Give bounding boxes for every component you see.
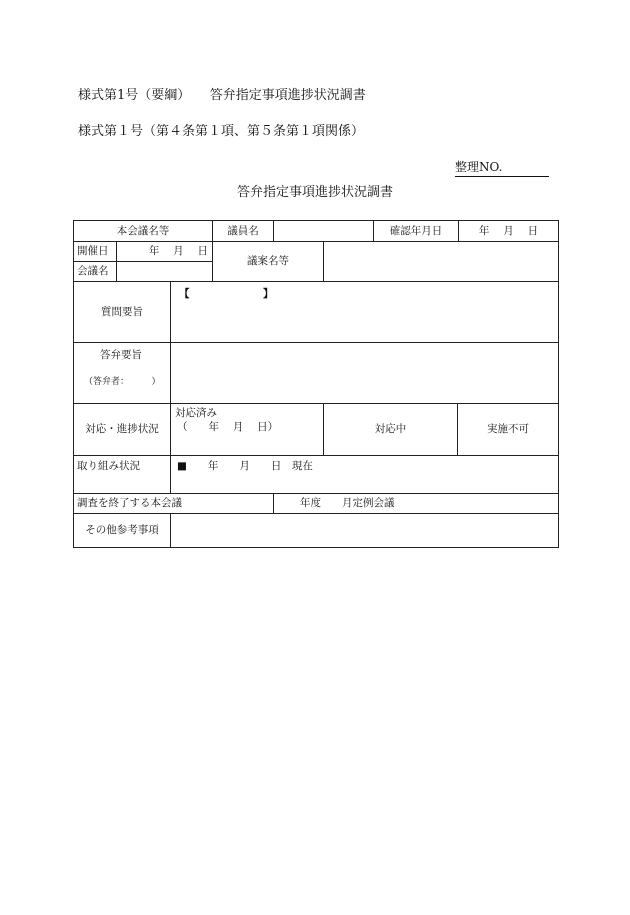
other-references-field [171, 514, 558, 547]
form-name-label: 答弁指定事項進捗状況調書 [209, 88, 366, 103]
meeting-name-header: 本会議名等 [74, 221, 213, 242]
meeting-name-field [117, 262, 213, 282]
document-title: 答弁指定事項進捗状況調書 [236, 185, 393, 200]
reference-number-field: 整理NO. [455, 158, 549, 177]
closing-meeting-field: 年度 月定例会議 [274, 494, 558, 514]
question-bracket-open: 【 [179, 288, 190, 300]
form-number-line-1 [78, 84, 366, 103]
bill-name-field [324, 242, 558, 282]
meeting-date-header: 開催日 [74, 242, 117, 262]
answer-summary-header [74, 343, 171, 404]
question-bracket-close: 】 [263, 288, 274, 300]
progress-date-field: ■ 年 月 日 現在 [171, 456, 558, 494]
other-references-header: その他参考事項 [74, 514, 171, 547]
answer-summary-label: 答弁要旨 [100, 349, 142, 361]
progress-header: 取り組み状況 [74, 456, 171, 494]
responded-date: （ 年 月 日） [177, 421, 279, 433]
respondent-label: （答弁者： ） [84, 377, 161, 387]
response-status-header: 対応・進捗状況 [74, 404, 171, 456]
responded-label: 対応済み [175, 407, 217, 419]
in-progress-cell: 対応中 [324, 404, 458, 456]
confirmation-date-field: 年 月 日 [459, 221, 558, 242]
answer-summary-field [171, 343, 558, 404]
question-summary-header: 質問要旨 [74, 282, 171, 343]
confirmation-date-header: 確認年月日 [374, 221, 459, 242]
form-number-line-2: 様式第１号（第４条第１項、第５条第１項関係） [78, 124, 365, 139]
status-report-table [73, 220, 559, 548]
not-feasible-cell: 実施不可 [458, 404, 558, 456]
closing-meeting-header: 調査を終了する本会議 [74, 494, 274, 514]
question-summary-field [171, 282, 558, 343]
member-name-field [274, 221, 374, 242]
responded-cell [171, 404, 324, 456]
form-number-label: 様式第1号（要綱） [78, 88, 184, 103]
bill-name-header: 議案名等 [213, 242, 324, 282]
meeting-date-field: 年 月 日 [117, 242, 213, 262]
member-name-header: 議員名 [213, 221, 274, 242]
meeting-name-sub-header: 会議名 [74, 262, 117, 282]
